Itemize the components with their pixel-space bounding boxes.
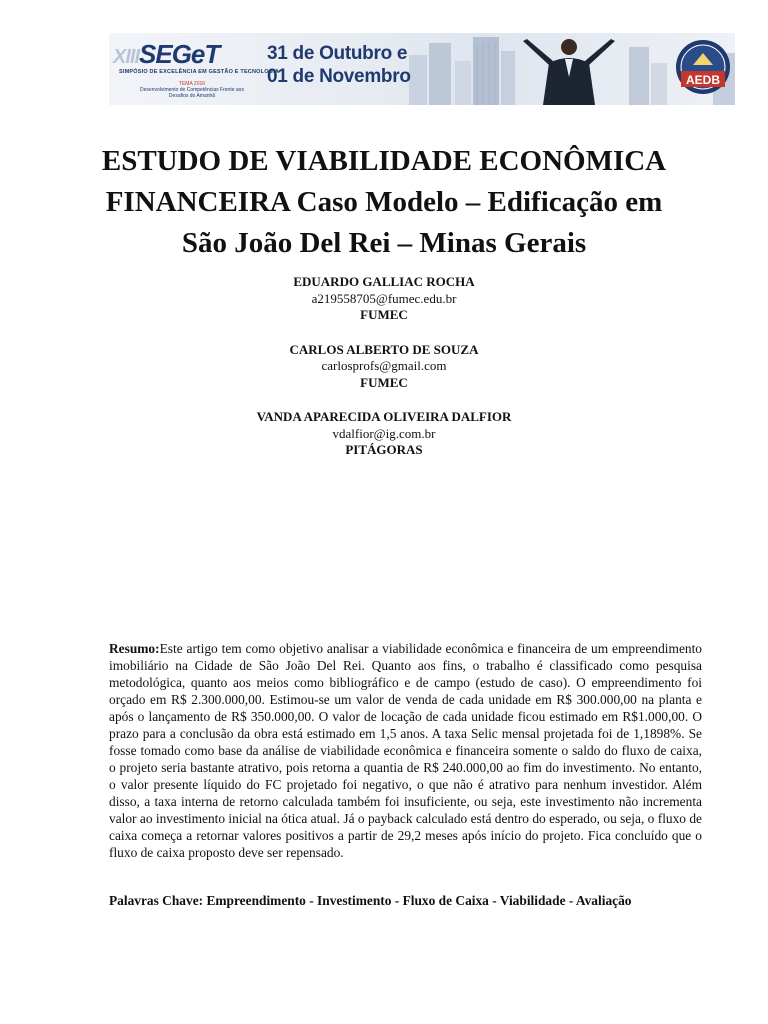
logo-prefix: XIII bbox=[113, 46, 140, 68]
author-block bbox=[110, 274, 658, 324]
author-block bbox=[110, 342, 658, 392]
author-affiliation: FUMEC bbox=[360, 307, 408, 322]
aedb-seal-icon bbox=[675, 39, 731, 95]
date-line-1: 31 de Outubro e bbox=[267, 43, 408, 64]
abstract-label: Resumo: bbox=[109, 641, 160, 656]
keywords: Palavras Chave: Empreendimento - Investimento - Fluxo de Caixa - Viabilidade - Avaliação bbox=[109, 893, 632, 908]
businessman-graphic bbox=[509, 33, 629, 105]
conference-dates bbox=[267, 42, 411, 88]
theme-text: Desenvolvimento de Competências Frente aos Desafios do Amanhã bbox=[140, 87, 244, 99]
paper-title: ESTUDO DE VIABILIDADE ECONÔMICA FINANCEIRA Caso Modelo – Edificação em São João Del Rei – Minas Gerais bbox=[101, 145, 667, 259]
seget-logo-wordmark bbox=[113, 39, 219, 70]
author-list bbox=[110, 274, 658, 477]
author-name: EDUARDO GALLIAC ROCHA bbox=[293, 274, 475, 289]
theme-label: TEMA 2016 bbox=[178, 81, 206, 87]
author-email: carlosprofs@gmail.com bbox=[321, 358, 447, 373]
abstract bbox=[109, 640, 702, 861]
author-email: vdalfior@ig.com.br bbox=[332, 425, 436, 441]
author-affiliation: PITÁGORAS bbox=[345, 442, 423, 457]
author-name: CARLOS ALBERTO DE SOUZA bbox=[289, 341, 479, 357]
logo-name: SEGeT bbox=[139, 39, 220, 69]
author-name: VANDA APARECIDA OLIVEIRA DALFIOR bbox=[256, 409, 512, 424]
conference-banner bbox=[109, 33, 735, 105]
author-affiliation: FUMEC bbox=[360, 374, 408, 390]
seget-logo bbox=[113, 39, 280, 101]
author-email: a219558705@fumec.edu.br bbox=[311, 290, 457, 306]
abstract-text: Este artigo tem como objetivo analisar a viabilidade econômica e financeira de um empreendimento imobiliário na Cidade de São João Del Rei. Quanto aos fins, o trabalho é classificado como pesquisa metodológica, quanto aos meios como bibliográfico e de campo (estudo de caso). O empreendimento foi orçado em R$ 2.300.000,00. Estimou-se um valor de venda de cada unidade em R$ 300.000,00 na planta e após o lançamento de R$ 350.000,00. O valor de locação de cada unidade ficou estimado em R$1.000,00. O prazo para a conclusão da obra está estimado em 1,5 anos. A taxa Selic mensal projetada foi de 1,1898%. Se fosse tomado como base da análise de viabilidade econômica e financeira somente o saldo do fluxo de caixa, o projeto seria bastante atrativo, pois retorna a quantia de R$ 240.000,00 ao fim do investimento. No entanto, o valor presente líquido do FC projetado foi negativo, o que não é atrativo para nenhum investidor. Além disso, a taxa interna de retorno calculada também foi insuficiente, ou seja, este investimento não incrementa valor ao investimento inicial na ótica atual. Já o payback calculado está dentro do esperado, ou seja, o fluxo de caixa começa a retornar valores positivos a partir de 29,2 meses após início do projeto. Fica concluído que o fluxo de caixa proposto deve ser repensado. bbox=[109, 641, 702, 860]
author-block bbox=[110, 409, 658, 459]
logo-theme bbox=[137, 81, 247, 99]
logo-subtitle: SIMPÓSIO DE EXCELÊNCIA EM GESTÃO E TECNOLOGIA bbox=[119, 69, 280, 75]
date-line-2: 01 de Novembro bbox=[267, 66, 411, 87]
aedb-seal-text: AEDB bbox=[685, 73, 720, 87]
